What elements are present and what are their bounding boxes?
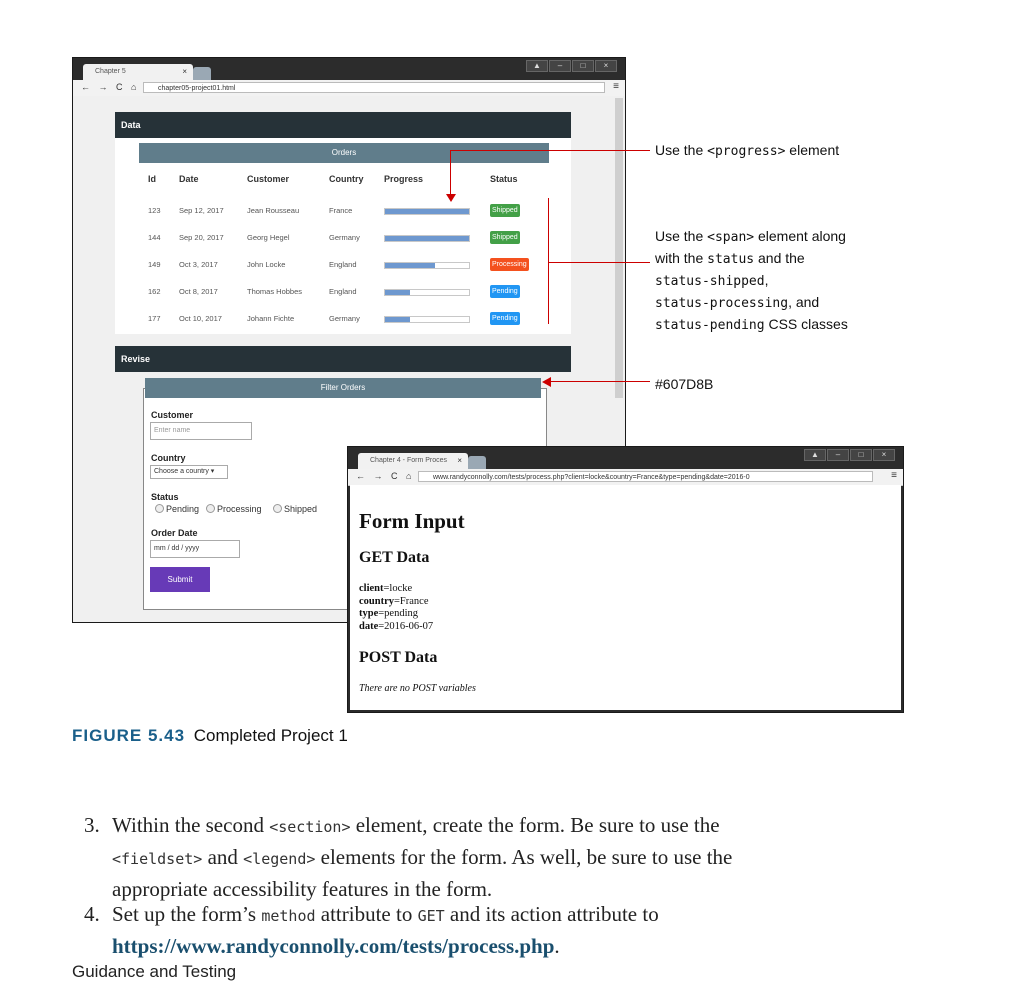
page-title: Form Input	[359, 509, 465, 533]
step-text: Within the second	[112, 813, 270, 837]
radio-label: Shipped	[284, 504, 318, 514]
status-badge: Processing	[490, 258, 529, 271]
menu-icon[interactable]: ≡	[613, 81, 619, 92]
get-var-value: pending	[384, 608, 418, 619]
cell-date: Oct 3, 2017	[179, 260, 218, 269]
step-code: <section>	[269, 818, 351, 836]
step-text: element, create the form. Be sure to use the	[350, 813, 720, 837]
menu-icon[interactable]: ≡	[891, 470, 897, 481]
step-text: Set up the form’s	[112, 902, 262, 926]
get-var: client=locke	[359, 583, 413, 594]
cell-date: Sep 12, 2017	[179, 206, 224, 215]
ann-code: status-shipped	[655, 274, 765, 289]
progress-bar	[384, 235, 470, 242]
step-number: 3.	[84, 813, 100, 837]
tab-title: Chapter 5	[95, 68, 126, 75]
window-controls	[526, 60, 617, 72]
cell-customer: Jean Rousseau	[247, 206, 300, 215]
data-section-heading: Data	[115, 112, 571, 138]
cell-customer: John Locke	[247, 260, 286, 269]
status-label: Status	[151, 492, 179, 502]
window-controls-2	[804, 449, 895, 461]
ann-text: and the	[754, 250, 805, 266]
ann-code: <span>	[707, 230, 755, 245]
step-text: appropriate accessibility features in the form.	[112, 877, 493, 901]
ann-line	[655, 248, 848, 270]
color-arrow-line	[550, 381, 650, 382]
post-heading: POST Data	[359, 649, 438, 666]
maximize-icon[interactable]: □	[572, 60, 594, 72]
step-3	[84, 810, 964, 904]
get-var-value: locke	[389, 583, 413, 594]
cell-id: 162	[148, 287, 161, 296]
progress-fill	[385, 290, 410, 295]
progress-bar	[384, 289, 470, 296]
ann-text: element	[785, 142, 840, 158]
tab-close-icon[interactable]: ×	[182, 67, 187, 76]
progress-fill	[385, 209, 469, 214]
ann-line	[655, 226, 848, 248]
cell-customer: Johann Fichte	[247, 314, 295, 323]
progress-arrow-line	[450, 150, 650, 151]
cell-country: England	[329, 260, 357, 269]
step-code: GET	[417, 907, 445, 925]
col-status: Status	[490, 174, 518, 184]
col-date: Date	[179, 174, 199, 184]
cell-country: Germany	[329, 233, 360, 242]
get-var-key: client	[359, 583, 384, 594]
figure-text: Completed Project 1	[193, 726, 348, 745]
table-caption: Orders	[139, 143, 549, 163]
browser-tab[interactable]	[83, 64, 193, 80]
address-bar	[73, 80, 625, 97]
ann-text: with the	[655, 250, 708, 266]
radio-icon	[206, 504, 215, 513]
status-badge: Shipped	[490, 231, 520, 244]
col-customer: Customer	[247, 174, 290, 184]
country-select[interactable]: Choose a country ▾	[150, 465, 228, 479]
cell-customer: Thomas Hobbes	[247, 287, 303, 296]
step-text: elements for the form. As well, be sure to use the	[315, 845, 733, 869]
window-user-icon[interactable]: ▲	[804, 449, 826, 461]
cell-id: 177	[148, 314, 161, 323]
order-date-label: Order Date	[151, 528, 198, 538]
figure-label: FIGURE 5.43	[72, 726, 186, 745]
url-input[interactable]: chapter05-project01.html	[143, 82, 605, 93]
radio-label: Processing	[217, 504, 262, 514]
customer-label: Customer	[151, 410, 194, 420]
get-var-key: date	[359, 620, 379, 632]
ann-text: CSS classes	[764, 316, 848, 332]
submit-button[interactable]: Submit	[150, 567, 210, 592]
step-4	[84, 899, 964, 961]
cell-date: Sep 20, 2017	[179, 233, 224, 242]
maximize-icon[interactable]: □	[850, 449, 872, 461]
progress-arrow-stem	[450, 150, 451, 198]
tab-title: Chapter 4 - Form Proces	[370, 457, 448, 464]
status-bracket	[548, 198, 549, 324]
get-var: type=pending	[359, 608, 418, 619]
step-text: attribute to	[315, 902, 418, 926]
cell-id: 149	[148, 260, 161, 269]
step-number: 4.	[84, 902, 100, 926]
radio-icon	[155, 504, 164, 513]
get-var-value: 2016-06-07	[384, 620, 434, 632]
ann-text: Use the	[655, 228, 708, 244]
col-id: Id	[148, 174, 156, 184]
cell-id: 123	[148, 206, 161, 215]
status-radio-processing[interactable]	[206, 504, 262, 514]
ann-text: element along	[754, 228, 846, 244]
progress-fill	[385, 263, 435, 268]
cell-date: Oct 10, 2017	[179, 314, 222, 323]
ann-line	[655, 314, 848, 336]
action-url-link[interactable]: https://www.randyconnolly.com/tests/process.php	[112, 934, 555, 958]
footer-heading-partial: Guidance and Testing	[72, 962, 237, 981]
status-badge: Shipped	[490, 204, 520, 217]
ann-code: status-processing	[655, 296, 789, 311]
minimize-icon[interactable]: –	[549, 60, 571, 72]
cell-country: England	[329, 287, 357, 296]
cell-date: Oct 8, 2017	[179, 287, 218, 296]
tab-close-icon[interactable]: ×	[457, 456, 462, 465]
process-page	[350, 485, 901, 710]
get-var-value: France	[399, 595, 429, 607]
ann-text: , and	[788, 294, 820, 310]
ann-code: status	[707, 252, 755, 267]
revise-section-heading: Revise	[115, 346, 571, 372]
ann-code: status-pending	[655, 318, 765, 333]
span-annotation	[655, 226, 848, 336]
col-country: Country	[329, 174, 364, 184]
step-code: <legend>	[243, 850, 316, 868]
tab-strip-2	[348, 447, 903, 469]
scrollbar[interactable]	[615, 98, 623, 398]
progress-arrowhead-icon	[446, 194, 456, 202]
step-text: .	[554, 934, 560, 958]
close-window-icon[interactable]: ×	[595, 60, 617, 72]
window-user-icon[interactable]: ▲	[526, 60, 548, 72]
browser-tab-2[interactable]	[358, 453, 468, 469]
step-code: <fieldset>	[112, 850, 203, 868]
ann-code: <progress>	[707, 144, 786, 159]
radio-label: Pending	[166, 504, 200, 514]
new-tab-button[interactable]	[193, 67, 211, 80]
ann-text: ,	[764, 272, 769, 288]
cell-country: France	[329, 206, 353, 215]
nav-buttons[interactable]: ← → C ⌂	[356, 471, 415, 481]
status-arrow-line	[548, 262, 650, 263]
progress-fill	[385, 236, 469, 241]
ann-line	[655, 270, 848, 292]
customer-input[interactable]: Enter name	[150, 422, 252, 440]
progress-annotation	[655, 140, 839, 162]
get-var: country=France	[359, 595, 429, 607]
tab-strip	[73, 58, 625, 80]
ann-text: Use the	[655, 142, 708, 158]
radio-icon	[273, 504, 282, 513]
post-text: There are no POST variables	[359, 683, 476, 694]
get-vars-list	[359, 583, 433, 633]
status-badge: Pending	[490, 312, 520, 325]
cell-customer: Georg Hegel	[247, 233, 290, 242]
address-bar-2	[348, 469, 903, 486]
new-tab-button[interactable]	[468, 456, 486, 469]
step-text: and	[202, 845, 244, 869]
ann-line	[655, 292, 848, 314]
cell-country: Germany	[329, 314, 360, 323]
progress-bar	[384, 262, 470, 269]
figure-caption	[72, 726, 348, 746]
col-progress: Progress	[384, 174, 424, 184]
get-heading: GET Data	[359, 549, 430, 566]
step-text: and its action attribute to	[444, 902, 659, 926]
color-arrowhead-icon	[542, 377, 551, 387]
url-input-2[interactable]: www.randyconnolly.com/tests/process.php?client=locke&country=France&type=pending&date=2016-0	[418, 471, 873, 482]
minimize-icon[interactable]: –	[827, 449, 849, 461]
progress-bar	[384, 208, 470, 215]
color-annotation: #607D8B	[655, 376, 714, 392]
step-code: method	[261, 907, 316, 925]
status-badge: Pending	[490, 285, 520, 298]
browser-window-2	[347, 446, 904, 713]
filter-legend: Filter Orders	[145, 378, 541, 398]
cell-id: 144	[148, 233, 161, 242]
progress-bar	[384, 316, 470, 323]
order-date-input[interactable]: mm / dd / yyyy	[150, 540, 240, 558]
status-radio-shipped[interactable]	[273, 504, 317, 514]
get-var: date=2016-06-07	[359, 620, 434, 632]
nav-buttons[interactable]: ← → C ⌂	[81, 82, 140, 92]
close-window-icon[interactable]: ×	[873, 449, 895, 461]
get-var-key: country	[359, 595, 394, 607]
progress-fill	[385, 317, 410, 322]
country-label: Country	[151, 453, 186, 463]
status-radio-pending[interactable]	[155, 504, 199, 514]
get-var-key: type	[359, 608, 379, 619]
